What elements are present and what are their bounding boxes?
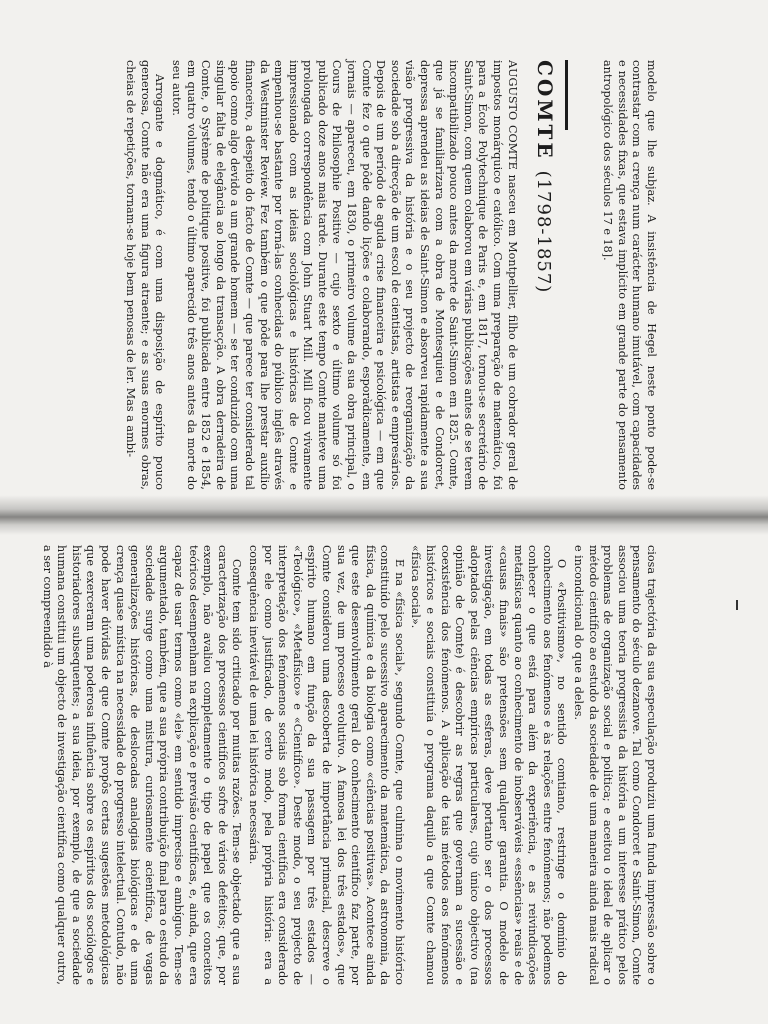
- heading-rule: [565, 60, 568, 130]
- paragraph-3: ciosa trajectória da sua especulação produziu uma funda impressão sobre o pensamento do século dezanove. Tal como Condorcet e Saint-Simon, Comte associou uma teoria progressista da história a um interesse prático pelos problemas de organização social e política; e aceitou o ideal de aplicar o método científico ao estudo da sociedade de uma maneira ainda mais radical e incondicional do que a deles.: [572, 545, 658, 985]
- paragraph-6: Comte tem sido criticado por muitas razões. Tem-se objectado que a sua caracterização dos processos científicos sofre de vários defeitos; que, por exemplo, não avaliou completamente o tipo de papel que os conceitos teóricos desempenham na explicação e previsão científicas, e, ainda, que era capaz de usar termos como «lei» em sentido impreciso e ambíguo. Tem-se argumentado, também, que a sua própria contribuição final para o estudo da sociedade surge como uma mistura, curiosamente acientífica, de vagas generalizações históricas, de deslocadas analogias biológicas e de uma crença quase mística na necessidade do progresso intelectual. Contudo, não pode haver dúvidas de que Comte propôs certas sugestões metodológicas que exerceram uma poderosa influência sobre os espíritos dos sociólogos e historiadores subsequentes; a sua ideia, por exemplo, de que a sociedade humana constitui um objecto de investigação científica como qualquer outro, a ser compreendido à: [40, 545, 244, 985]
- paragraph-4: O «Positivismo», no sentido comtiano, restringe o domínio do conhecimento aos fenómenos e às relações entre fenómenos; não podemos conhecer o que está para além da experiência, e as reivindicações metafísicas quanto ao conhecimento de inobserváveis «essências» reais e de «causas finais» são pretensões sem qualquer garantia. O modelo de investigação, em todas as esferas, deve portanto ser o dos processos adoptados pelas ciências empíricas particulares, cujo único objectivo (na opinião de Comte) é descobrir as regras que governam a sucessão e coexistência dos fenómenos. A aplicação de tais métodos aos fenómenos históricos e sociais constituía o programa daquilo a que Comte chamou «física social».: [409, 545, 569, 985]
- heading-name: COMTE: [532, 60, 557, 161]
- paragraph-1: [168, 60, 518, 490]
- paragraph-5: E na «física social», segundo Comte, que culmina o movimento histórico constituído pelo sucessivo aparecimento da matemática, da astronomia, da física, da química e da biologia como «ciências positivas». Acontece ainda que este desenvolvimento geral do conhecimento científico faz parte, por sua vez, de um processo evolutivo. A famosa lei dos três estados», que Comte considerou uma descoberta de importância primacial, descreve o espírito humano em função da sua passagem por três estados — «Teológico», «Metafísico» e «Científico». Deste modo, o seu projecto de interpretação dos fenómenos sociais sob forma científica era considerado por ele como justificado, de certo modo, pela própria história: era a consequência inevitável de uma lei histórica necessária.: [246, 545, 406, 985]
- paragraph-1-lead: AUGUSTO COMTE: [505, 60, 519, 170]
- paragraph-1-text: nasceu em Montpellier, filho de um cobrador geral de impostos monárquico e católico. Com uma preparação de matemático, foi para a École Polytechnique de Paris e, em 1817, tornou-se secretário de Saint-Simon, com quem colaborou em várias publicações antes de se terem incompatibilizado pouco antes da morte de Saint-Simon em 1825. Comte, que já se familiarizara com a obra de Montesquieu e de Condorcet, depressa aprendeu as ideias de Saint-Simon e absorveu rapidamente a sua visão progressiva da história e o seu projecto de reorganização da sociedade sob a direcção de um escol de cientistas, artistas e empresários. Depois de um período de aguda crise financeira e psicológica — em que Comte fez o que pôde dando lições e colaborando, esporàdicamente, em jornais — apareceu, em 1830, o primeiro volume da sua obra principal, o Cours de Philosophie Positive — cujo sexto e último volume só foi publicado doze anos mais tarde. Durante este tempo Comte manteve uma prolongada correspondência com John Stuart Mill. Mill ficou vivamente impressionado com as ideias sociológicas e históricas de Comte e empenhou-se bastante por torná-las conhecidas do público inglês através da Westminster Review. Fez também o que pôde para lhe prestar auxílio financeiro, a despeito do facto de Comte — que parece ter considerado tal apoio como algo devido a um grande homem — se ter conduzido com uma singular falta de elegância ao longo da transacção. A obra derradeira de Comte, o Système de politique positive, foi publicada entre 1852 e 1854, em quatro volumes, tendo o último aparecido três anos antes da morte do seu autor.: [169, 60, 519, 490]
- paragraph-2: Arrogante e dogmático, é com uma disposição de espírito pouco generosa, Comte não era uma figura atraente; e as suas enormes obras, cheias de repetições, tornam-se hoje bem penosas de ler. Mas a ambi-: [124, 60, 167, 490]
- page-mark: [736, 600, 738, 610]
- right-page: [37, 545, 658, 985]
- book-gutter: [0, 495, 768, 535]
- intro-paragraph: modelo que lhe subjaz. A insistência de Hegel neste ponto pode-se contrastar com a crença num carácter humano imutável, com capacidades e necessidades fixas, que estava implícito em grande parte do pensamento antropológico dos séculos 17 e 18].: [601, 60, 658, 490]
- section-heading: [533, 60, 557, 490]
- left-page: [121, 60, 658, 490]
- heading-dates: (1798-1857): [532, 170, 554, 294]
